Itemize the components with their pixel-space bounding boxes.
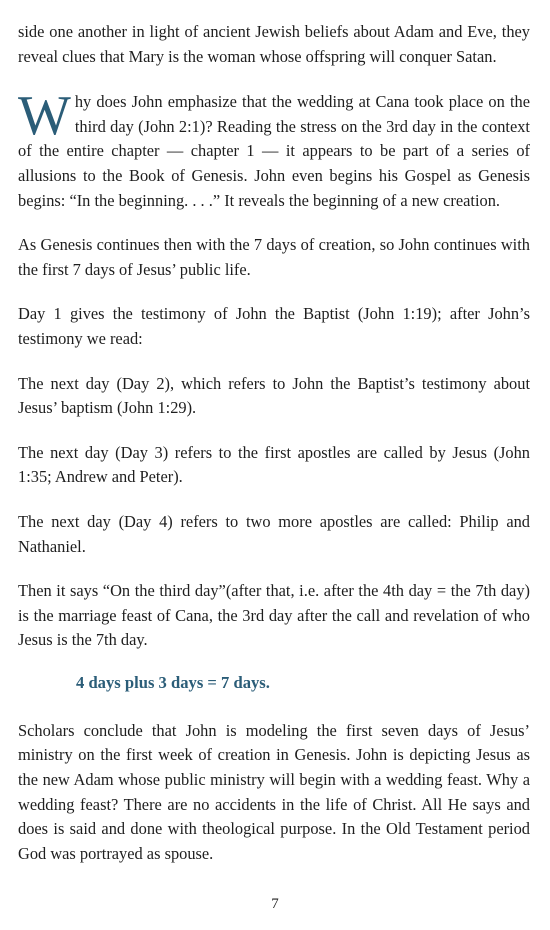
page-number: 7	[271, 896, 279, 912]
paragraph-day-4: The next day (Day 4) refers to two more apostles are called: Philip and Nathaniel.	[18, 511, 530, 556]
highlight-equation: 4 days plus 3 days = 7 days.	[76, 672, 270, 692]
page-content	[18, 20, 530, 866]
paragraph-day-1: Day 1 gives the testimony of John the Baptist (John 1:19); after John’s testimony we read:	[18, 304, 530, 348]
paragraph-third-day	[18, 85, 530, 213]
paragraph-third-day-text: hy does John emphasize that the wedding at Cana took place on the third day (John 2:1)? Reading the stress on the 3rd day in the context of the entire chapter — chapter 1 — it appears to be part of a series of allusions to the Book of Genesis. John even begins his Gospel as Genesis begins: “In the beginning. . . .” It reveals the beginning of a new creation.	[18, 92, 530, 210]
drop-cap: W	[18, 85, 71, 148]
paragraph-seven-days: As Genesis continues then with the 7 days of creation, so John continues with the first 7 days of Jesus’ public life.	[18, 235, 530, 279]
paragraph-intro: side one another in light of ancient Jewish beliefs about Adam and Eve, they reveal clues that Mary is the woman whose offspring will conquer Satan.	[18, 22, 530, 66]
paragraph-day-3: The next day (Day 3) refers to the first apostles are called by Jesus (John 1:35; Andrew and Peter).	[18, 442, 530, 487]
paragraph-day-2: The next day (Day 2), which refers to John the Baptist’s testimony about Jesus’ baptism (John 1:29).	[18, 373, 530, 418]
paragraph-scholars: Scholars conclude that John is modeling the first seven days of Jesus’ ministry on the first week of creation in Genesis. John is depicting Jesus as the new Adam whose public ministry will begin with a wedding feast. Why a wedding feast? There are no accidents in the life of Christ. All He says and does is said and done with theological purpose. In the Old Testament period God was portrayed as spouse.	[18, 720, 530, 863]
paragraph-cana: Then it says “On the third day”(after that, i.e. after the 4th day = the 7th day) is the marriage feast of Cana, the 3rd day after the call and revelation of who Jesus is the 7th day.	[18, 581, 530, 650]
